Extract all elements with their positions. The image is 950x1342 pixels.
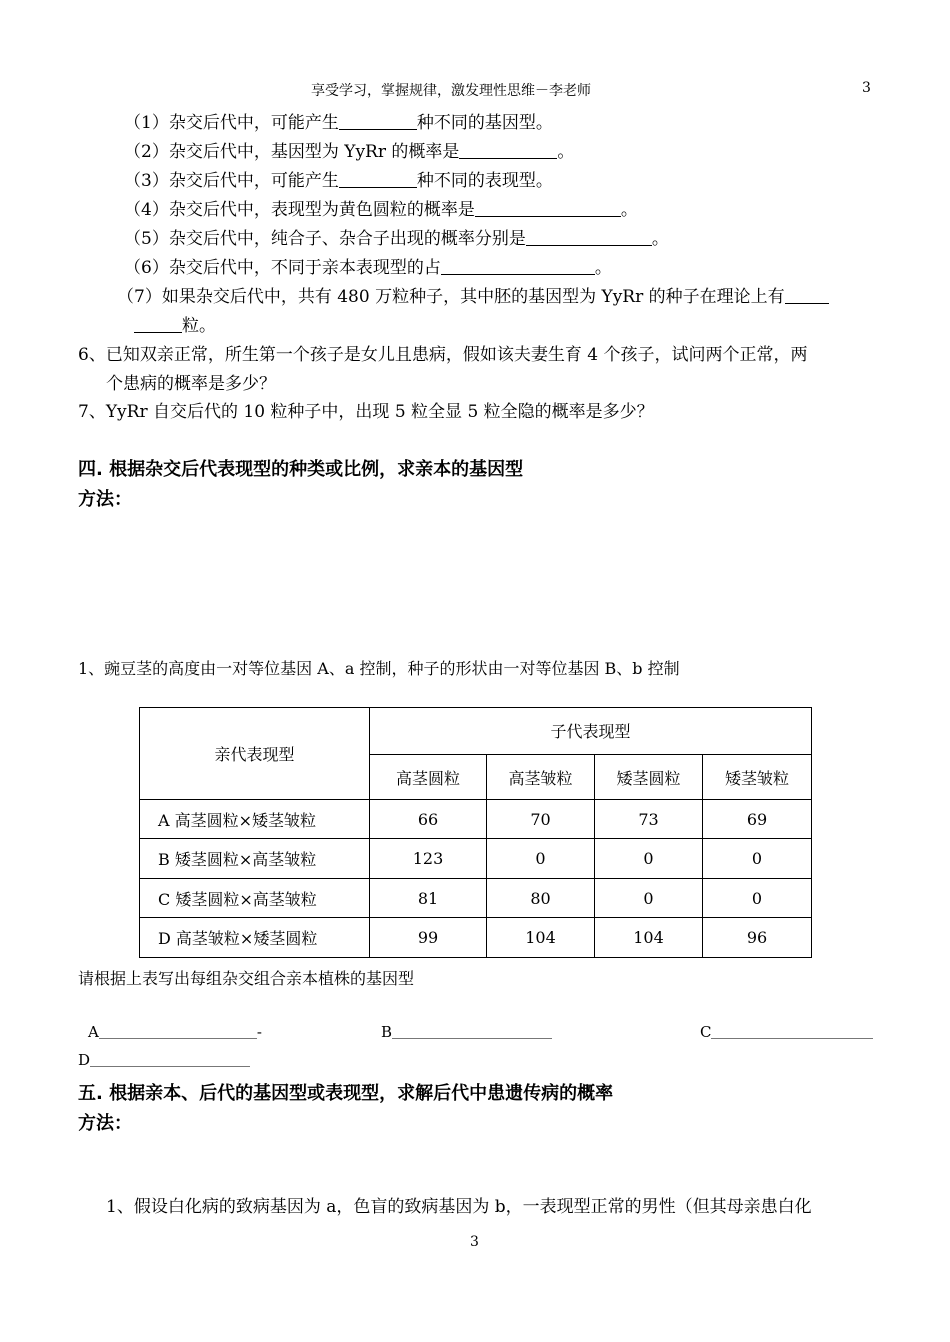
answer-blank[interactable]: [475, 200, 621, 217]
q5-item-3: （3）杂交后代中，可能产生 种不同的表现型。: [124, 171, 553, 191]
page-header-title: 享受学习，掌握规律，激发理性思维－李老师: [311, 83, 591, 99]
table-cell: 99: [370, 918, 487, 958]
table-row: [140, 839, 812, 879]
table-instruction: 请根据上表写出每组杂交组合亲本植株的基因型: [78, 969, 415, 988]
genotype-table: [139, 707, 812, 958]
q5-item-5: （5）杂交后代中，纯合子、杂合子出现的概率分别是 。: [124, 229, 669, 249]
table-row: [140, 918, 812, 958]
q5-item-7-line1: （7）如果杂交后代中，共有 480 万粒种子，其中胚的基因型为 YyRr 的种子在理论上有: [117, 282, 829, 307]
page-footer-number: 3: [470, 1234, 479, 1250]
s5-question-1: 1、假设白化病的致病基因为 a，色盲的致病基因为 b，一表现型正常的男性（但其母亲患白化: [106, 1197, 812, 1217]
section-5-method: 方法：: [78, 1113, 132, 1134]
answer-blank[interactable]: [459, 142, 557, 159]
page-header-number: 3: [862, 80, 871, 96]
table-row: [140, 800, 812, 839]
answer-blank[interactable]: [785, 287, 829, 304]
answer-blank[interactable]: [339, 113, 417, 130]
table-cell: 123: [370, 839, 487, 879]
table-cell: 81: [370, 878, 487, 918]
row-label: C 矮茎圆粒×高茎皱粒: [140, 878, 370, 918]
answer-blank[interactable]: [339, 171, 417, 188]
section-4-title: 四. 根据杂交后代表现型的种类或比例，求亲本的基因型: [78, 459, 524, 480]
table-cell: 80: [487, 878, 595, 918]
q7-text: 7、YyRr 自交后代的 10 粒种子中，出现 5 粒全显 5 粒全隐的概率是多少？: [78, 402, 654, 422]
row-label: A 高茎圆粒×矮茎皱粒: [140, 800, 370, 839]
table-cell: 104: [595, 918, 703, 958]
q5-item-6: （6）杂交后代中，不同于亲本表现型的占 。: [124, 258, 612, 278]
q5-item-4: （4）杂交后代中，表现型为黄色圆粒的概率是 。: [124, 200, 638, 220]
q5-item-2: （2）杂交后代中，基因型为 YyRr 的概率是 。: [124, 142, 575, 162]
answer-line-d[interactable]: [90, 1050, 250, 1067]
table-cell: 69: [703, 800, 812, 839]
row-label: D 高茎皱粒×矮茎圆粒: [140, 918, 370, 958]
q6-line2: 个患病的概率是多少？: [106, 374, 276, 394]
column-header: 高茎圆粒: [370, 754, 487, 800]
table-cell: 73: [595, 800, 703, 839]
q5-item-1: （1）杂交后代中，可能产生 种不同的基因型。: [124, 113, 553, 133]
answer-line-a[interactable]: [99, 1022, 257, 1039]
s4-question-1: 1、豌豆茎的高度由一对等位基因 A、a 控制，种子的形状由一对等位基因 B、b 控制: [78, 659, 680, 678]
table-cell: 96: [703, 918, 812, 958]
table-row: [140, 878, 812, 918]
section-5-title: 五. 根据亲本、后代的基因型或表现型，求解后代中患遗传病的概率: [78, 1083, 614, 1104]
column-header: 矮茎皱粒: [703, 754, 812, 800]
q6-line1: 6、已知双亲正常，所生第一个孩子是女儿且患病，假如该夫妻生育 4 个孩子，试问两个正常，两: [78, 345, 808, 365]
answer-d: D: [78, 1050, 250, 1069]
table-cell: 70: [487, 800, 595, 839]
column-header: 矮茎圆粒: [595, 754, 703, 800]
answer-blank[interactable]: [526, 229, 652, 246]
table-cell: 0: [703, 839, 812, 879]
column-header: 高茎皱粒: [487, 754, 595, 800]
table-cell: 0: [487, 839, 595, 879]
answer-blank[interactable]: [441, 258, 595, 275]
table-cell: 104: [487, 918, 595, 958]
answer-b: B: [381, 1022, 552, 1041]
answer-blank[interactable]: [134, 316, 182, 333]
table-cell: 0: [595, 878, 703, 918]
row-label: B 矮茎圆粒×高茎皱粒: [140, 839, 370, 879]
offspring-phenotype-header: 子代表现型: [370, 708, 812, 755]
answer-c: C: [700, 1022, 873, 1041]
table-cell: 0: [595, 839, 703, 879]
answer-line-b[interactable]: [392, 1022, 552, 1039]
q5-item-7-line2: 粒。: [134, 311, 216, 336]
answer-a: A -: [88, 1023, 262, 1041]
section-4-method: 方法：: [78, 489, 132, 510]
table-cell: 0: [703, 878, 812, 918]
parent-phenotype-header: 亲代表现型: [140, 708, 370, 800]
answer-line-c[interactable]: [711, 1022, 873, 1039]
table-cell: 66: [370, 800, 487, 839]
